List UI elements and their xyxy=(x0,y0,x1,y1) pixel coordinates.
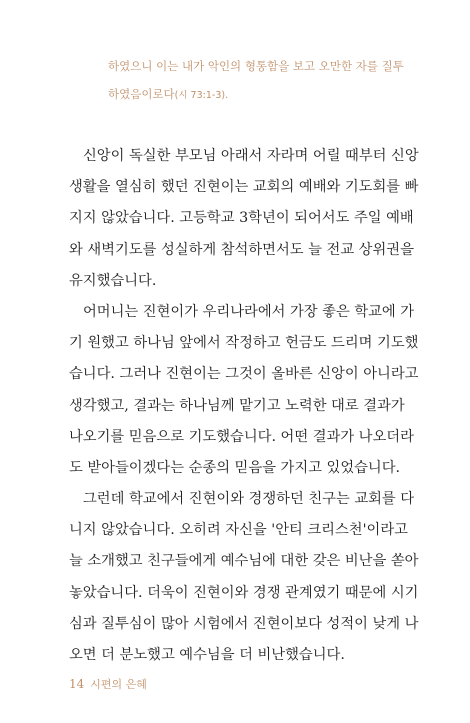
body-line: 도 받아들이겠다는 순종의 믿음을 가지고 있었습니다. xyxy=(69,459,401,476)
body-line: 기 원했고 하나님 앞에서 작정하고 헌금도 드리며 기도했 xyxy=(69,335,419,352)
body-line: 신앙이 독실한 부모님 아래서 자라며 어릴 때부터 신앙 xyxy=(83,148,419,164)
book-title: 시편의 은혜 xyxy=(90,678,147,691)
body-line: 와 새벽기도를 성실하게 참석하면서도 늘 전교 상위권을 xyxy=(69,241,414,258)
body-text xyxy=(69,141,419,671)
body-line: 니지 않았습니다. 오히려 자신을 '안티 크리스천'이라고 xyxy=(69,522,408,539)
body-line: 심과 질투심이 많아 시험에서 진현이보다 성적이 낮게 나 xyxy=(69,615,419,632)
page-number: 14 xyxy=(69,677,85,691)
body-line: 어머니는 진현이가 우리나라에서 가장 좋은 학교에 가 xyxy=(83,303,415,320)
body-line: 유지했습니다. xyxy=(69,272,157,289)
body-line: 오면 더 분노했고 예수님을 더 비난했습니다. xyxy=(69,647,345,663)
quote-line-1: 하였으니 이는 내가 악인의 형통함을 보고 오만한 자를 질투 xyxy=(108,59,404,73)
body-line: 생각했고, 결과는 하나님께 맡기고 노력한 대로 결과가 xyxy=(69,397,405,414)
body-line: 놓았습니다. 더욱이 진현이와 경쟁 관계였기 때문에 시기 xyxy=(69,584,419,601)
page-footer xyxy=(69,676,147,692)
quote-line-2 xyxy=(108,80,408,110)
quote-line-2-text: 하였음이로다 xyxy=(108,87,175,101)
scripture-quote xyxy=(108,52,408,110)
body-line: 습니다. 그러나 진현이는 그것이 올바른 신앙이 아니라고 xyxy=(69,366,419,383)
scripture-reference: (시 73:1-3). xyxy=(174,90,229,101)
body-line: 그런데 학교에서 진현이와 경쟁하던 친구는 교회를 다 xyxy=(83,491,415,508)
body-line: 늘 소개했고 친구들에게 예수님에 대한 갖은 비난을 쏟아 xyxy=(69,553,419,570)
body-line: 생활을 열심히 했던 진현이는 교회의 예배와 기도회를 빠 xyxy=(69,179,419,196)
body-line: 지지 않았습니다. 고등학교 3학년이 되어서도 주일 예배 xyxy=(69,210,414,227)
body-line: 나오기를 믿음으로 기도했습니다. 어떤 결과가 나오더라 xyxy=(69,428,414,445)
